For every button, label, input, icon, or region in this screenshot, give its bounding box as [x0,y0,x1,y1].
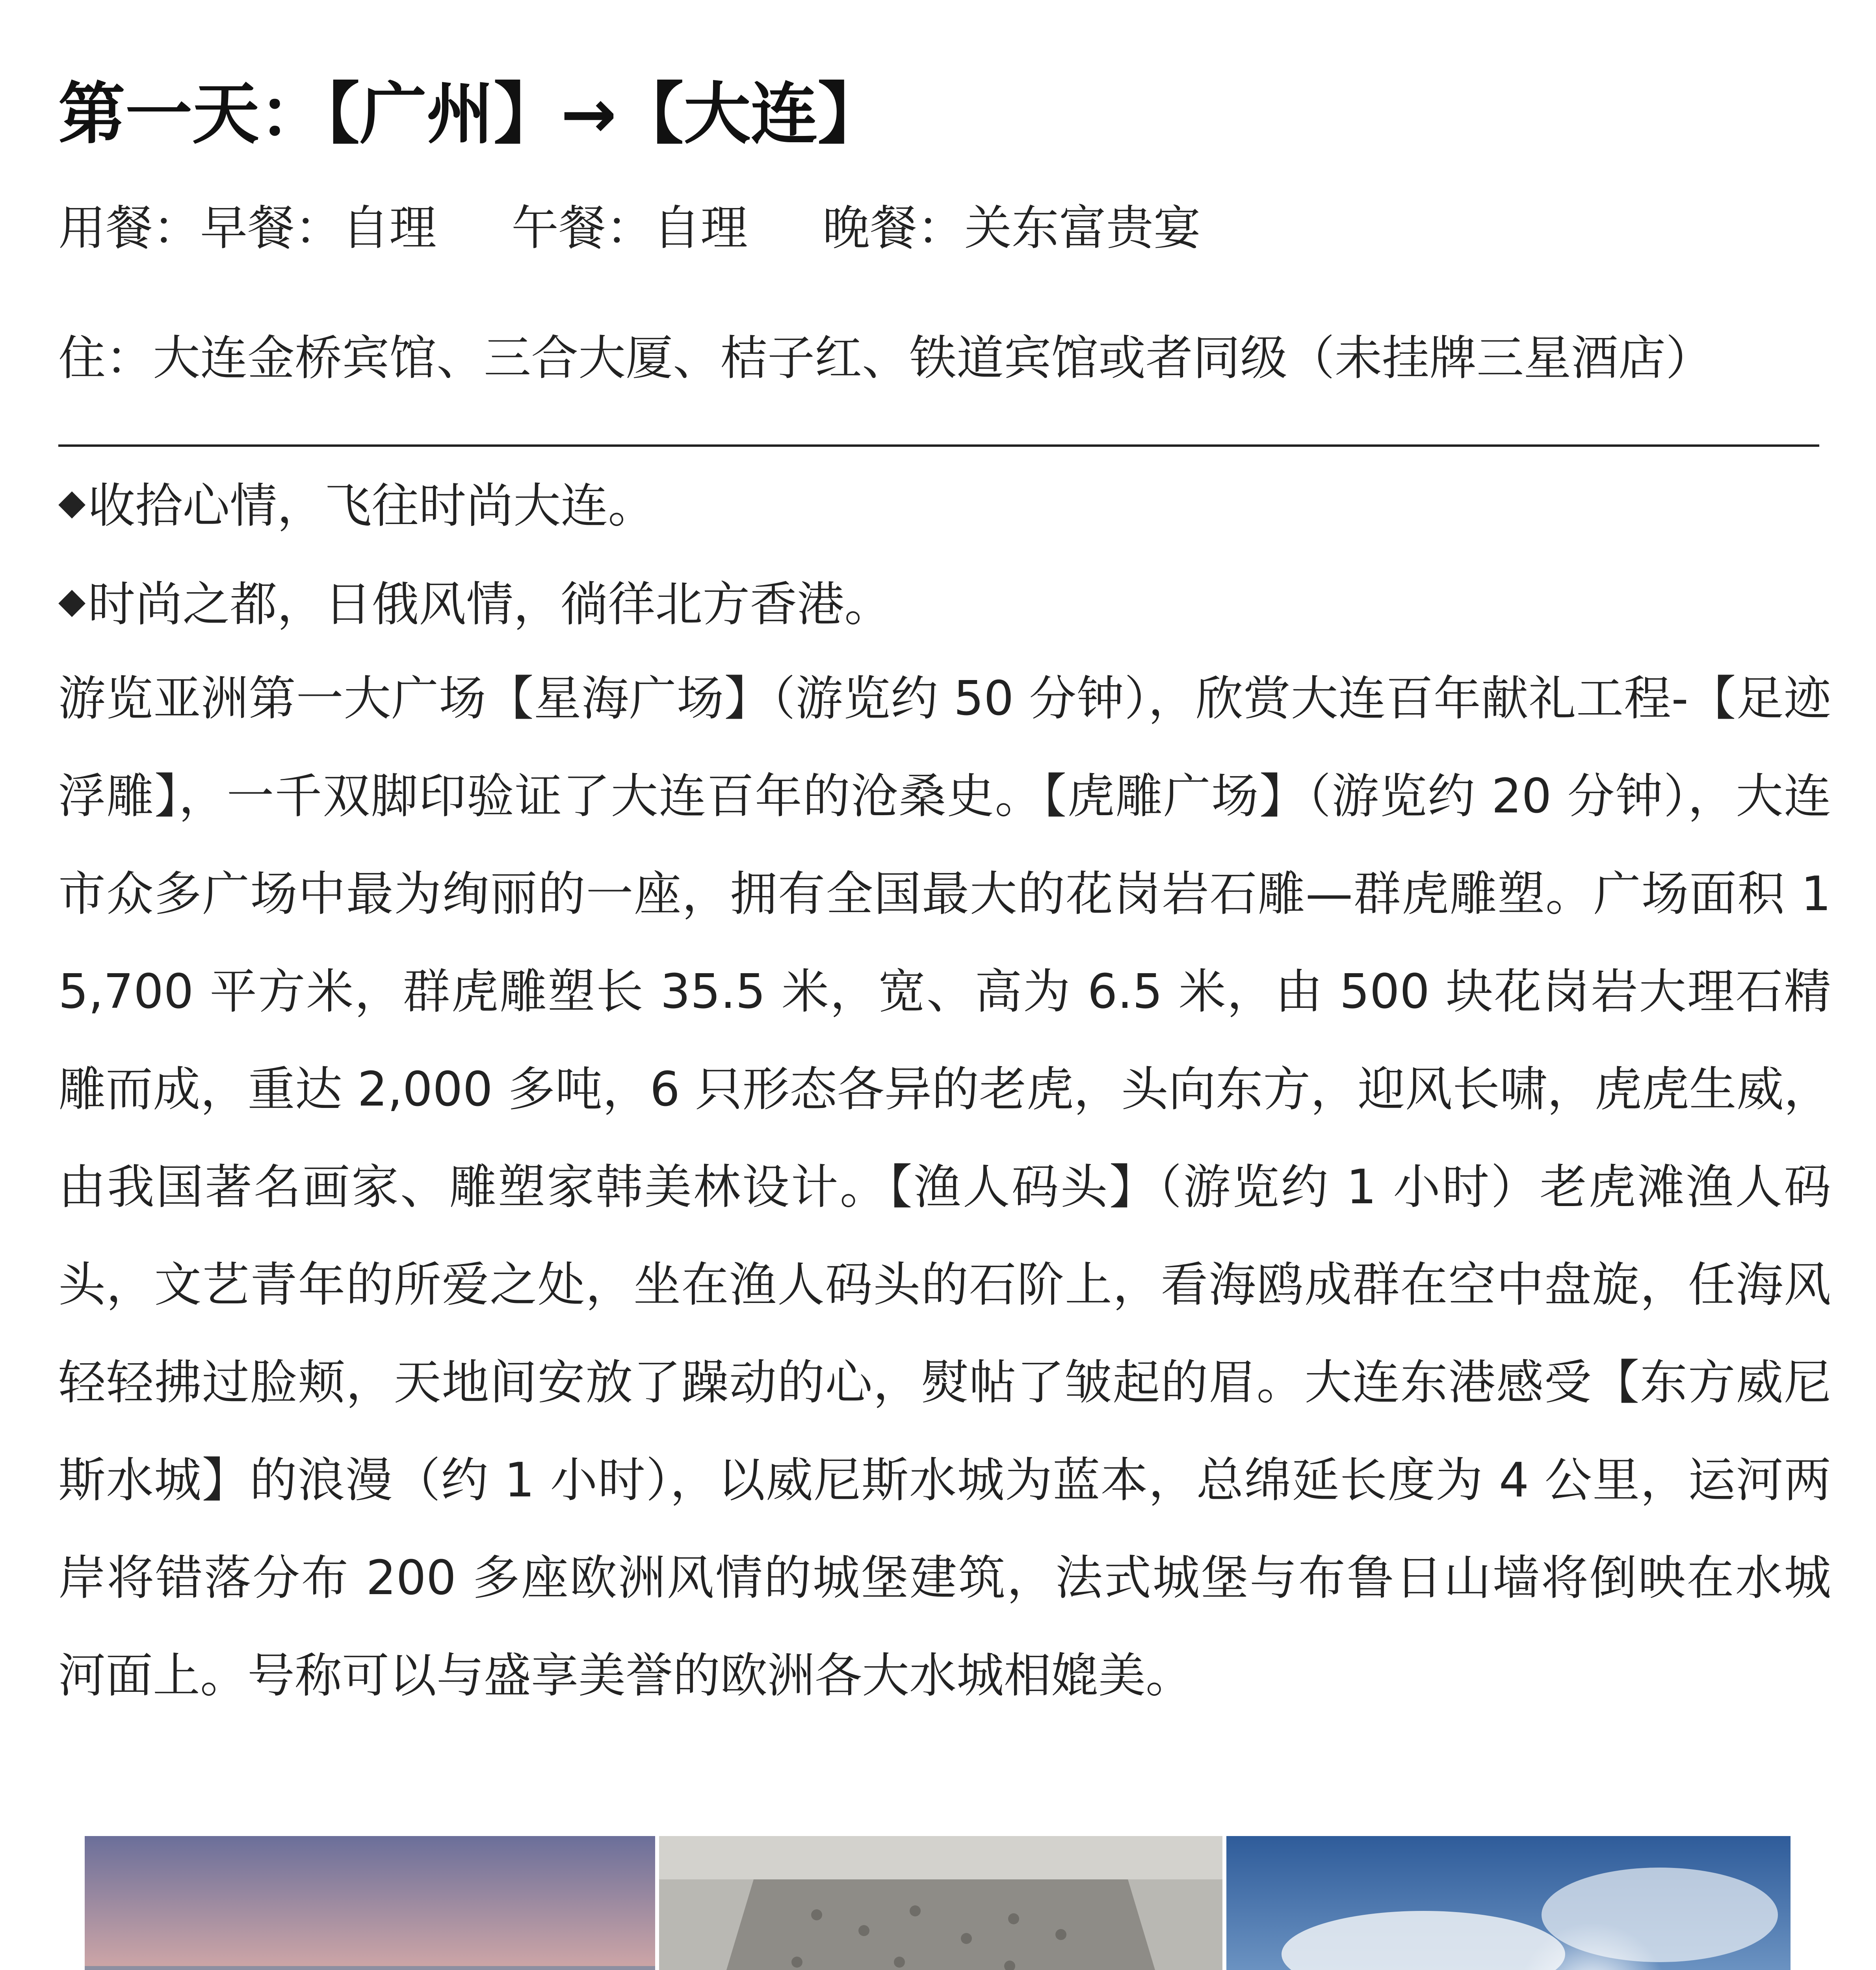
divider [58,444,1819,447]
meals-dinner: 晚餐：关东富贵宴 [823,201,1201,256]
tiger-sculpture-photo [1226,1836,1791,1970]
diamond-bullet-icon: ◆ [58,481,86,523]
bullet-text: 收拾心情，飞往时尚大连。 [88,479,656,533]
diamond-bullet-icon: ◆ [58,580,86,621]
day1-bullet [58,571,892,634]
day1-description: 游览亚洲第一大广场【星海广场】（游览约 50 分钟），欣赏大连百年献礼工程-【足迹浮雕】，一千双脚印验证了大连百年的沧桑史。【虎雕广场】（游览约 20 分钟），大连市众多广场中最为绚丽的一座，拥有全国最大的花岗岩石雕—群虎雕塑。广场面积 15,700 平方米，群虎雕塑长 35.5 米，宽、高为 6.5 米，由 500 块花岗岩大理石精雕而成，重达 2,000 多吨，6 只形态各异的老虎，头向东方，迎风长啸，虎虎生威，由我国著名画家、雕塑家韩美林设计。【渔人码头】（游览约 1 小时）老虎滩渔人码头，文艺青年的所爱之处，坐在渔人码头的石阶上，看海鸥成群在空中盘旋，任海风轻轻拂过脸颊，天地间安放了躁动的心，熨帖了皱起的眉。大连东港感受【东方威尼斯水城】的浪漫（约 1 小时），以威尼斯水城为蓝本，总绵延长度为 4 公里，运河两岸将错落分布 200 多座欧洲风情的城堡建筑，法式城堡与布鲁日山墙将倒映在水城河面上。号称可以与盛享美誉的欧洲各大水城相媲美。 [58,671,1831,1703]
day1-bullet [58,473,655,536]
xinghai-square-photo [85,1836,655,1970]
day1-photo-strip [85,1836,1791,1970]
day1-meals [58,199,1201,258]
meals-lunch: 午餐：自理 [511,201,748,256]
meals-breakfast-value: 早餐：自理 [200,201,436,256]
bullet-text: 时尚之都，日俄风情，徜徉北方香港。 [88,577,892,632]
day1-title: 第一天：【广州】→【大连】 [58,75,885,153]
footprint-relief-photo [659,1836,1222,1970]
meals-breakfast: 用餐： [58,201,200,256]
day1-hotel: 住：大连金桥宾馆、三合大厦、桔子红、铁道宾馆或者同级（未挂牌三星酒店） [58,331,1713,386]
